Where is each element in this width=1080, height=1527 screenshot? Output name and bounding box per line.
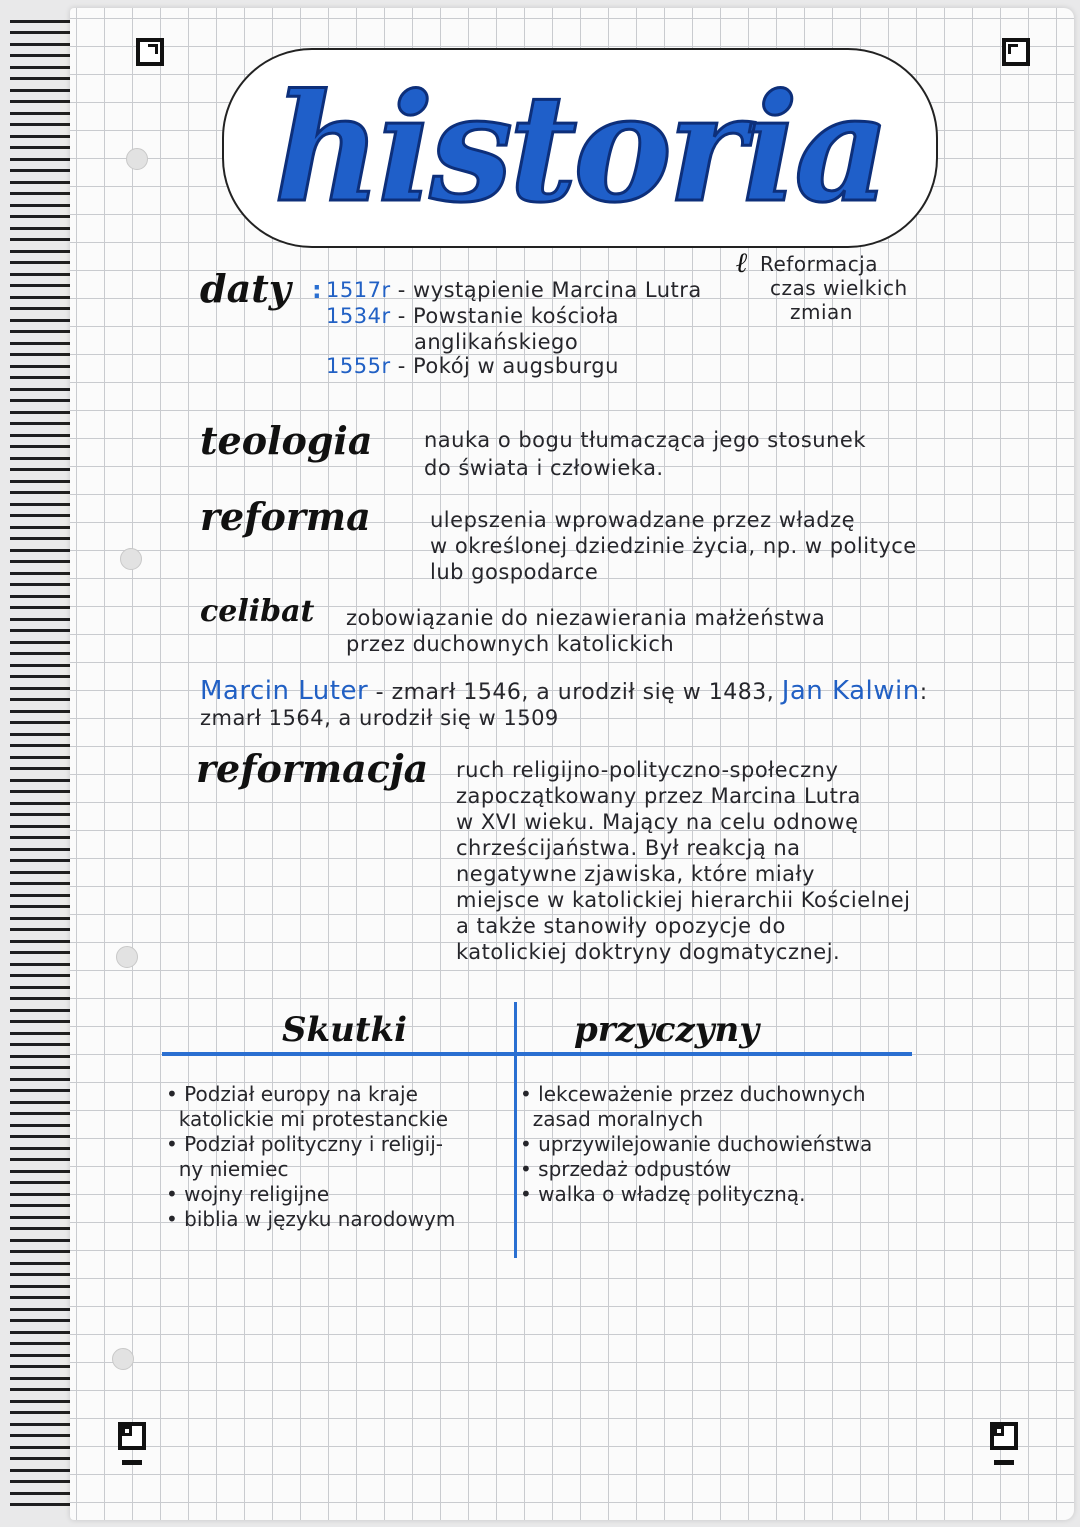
definition-line: do świata i człowieka.: [424, 456, 664, 480]
definition-line: ruch religijno-polityczno-społeczny: [456, 758, 839, 782]
list-item: zasad moralnych: [520, 1107, 704, 1131]
aside-line: Reformacja: [760, 252, 878, 276]
list-item: • Podział polityczny i religij-: [166, 1132, 444, 1156]
corner-bar-icon: [994, 1460, 1014, 1465]
date-entry: 1555r - Pokój w augsburgu: [326, 354, 619, 378]
list-item: • biblia w języku narodowym: [166, 1207, 456, 1231]
punch-hole-icon: [116, 946, 138, 968]
definition-line: w określonej dziedzinie życia, np. w polityce: [430, 534, 917, 558]
term-teologia: teologia: [200, 418, 373, 463]
aside-line: zmian: [790, 300, 853, 324]
term-celibat: celibat: [200, 594, 315, 629]
list-item: • lekceważenie przez duchownych: [520, 1082, 866, 1106]
table-column-divider: [514, 1002, 517, 1258]
col-header-skutki: Skutki: [282, 1010, 408, 1050]
aside-line: czas wielkich: [770, 276, 908, 300]
definition-line: przez duchownych katolickich: [346, 632, 675, 656]
definition-line: a także stanowiły opozycje do: [456, 914, 786, 938]
definition-line: katolickiej doktryny dogmatycznej.: [456, 940, 841, 964]
title-banner: [222, 48, 938, 248]
colon-mark: :: [312, 276, 322, 304]
przyczyny-list: [520, 1082, 872, 1207]
definition-line: lub gospodarce: [430, 560, 599, 584]
corner-mark-icon: [136, 38, 164, 66]
definition-line: zobowiązanie do niezawierania małżeństwa: [346, 606, 826, 630]
date-entry-continued: anglikańskiego: [414, 330, 579, 354]
dates-label: daty: [200, 266, 291, 311]
date-entry: 1534r - Powstanie kościoła: [326, 304, 620, 328]
corner-mark-icon: [118, 1422, 146, 1450]
person-line: zmarł 1564, a urodził się w 1509: [200, 706, 559, 730]
list-item: • wojny religijne: [166, 1182, 330, 1206]
definition-line: nauka o bogu tłumacząca jego stosunek: [424, 428, 866, 452]
aside-mark: ℓ: [736, 246, 748, 279]
definition-line: zapoczątkowany przez Marcina Lutra: [456, 784, 861, 808]
punch-hole-icon: [112, 1348, 134, 1370]
list-item: ny niemiec: [166, 1157, 289, 1181]
definition-line: negatywne zjawiska, które miały: [456, 862, 815, 886]
punch-hole-icon: [120, 548, 142, 570]
list-item: • sprzedaż odpustów: [520, 1157, 732, 1181]
punch-hole-icon: [126, 148, 148, 170]
list-item: • Podział europy na kraje: [166, 1082, 418, 1106]
definition-line: chrześcijaństwa. Był reakcją na: [456, 836, 801, 860]
definition-line: miejsce w katolickiej hierarchii Kościelnej: [456, 888, 911, 912]
definition-line: ulepszenia wprowadzane przez władzę: [430, 508, 856, 532]
skutki-list: [166, 1082, 455, 1232]
date-entry: 1517r - wystąpienie Marcina Lutra: [326, 278, 702, 302]
person-line: Marcin Luter - zmarł 1546, a urodził się w 1483, Jan Kalwin:: [200, 676, 928, 706]
term-reformacja: reformacja: [196, 746, 429, 791]
corner-mark-icon: [990, 1422, 1018, 1450]
list-item: • uprzywilejowanie duchowieństwa: [520, 1132, 873, 1156]
definition-line: w XVI wieku. Mający na celu odnowę: [456, 810, 859, 834]
table-header-rule: [162, 1052, 912, 1056]
col-header-przyczyny: przyczyny: [574, 1010, 759, 1050]
page-title: historia: [273, 61, 887, 235]
term-reforma: reforma: [200, 494, 371, 539]
list-item: katolickie mi protestanckie: [166, 1107, 449, 1131]
corner-mark-icon: [1002, 38, 1030, 66]
corner-bar-icon: [122, 1460, 142, 1465]
list-item: • walka o władzę polityczną.: [520, 1182, 806, 1206]
